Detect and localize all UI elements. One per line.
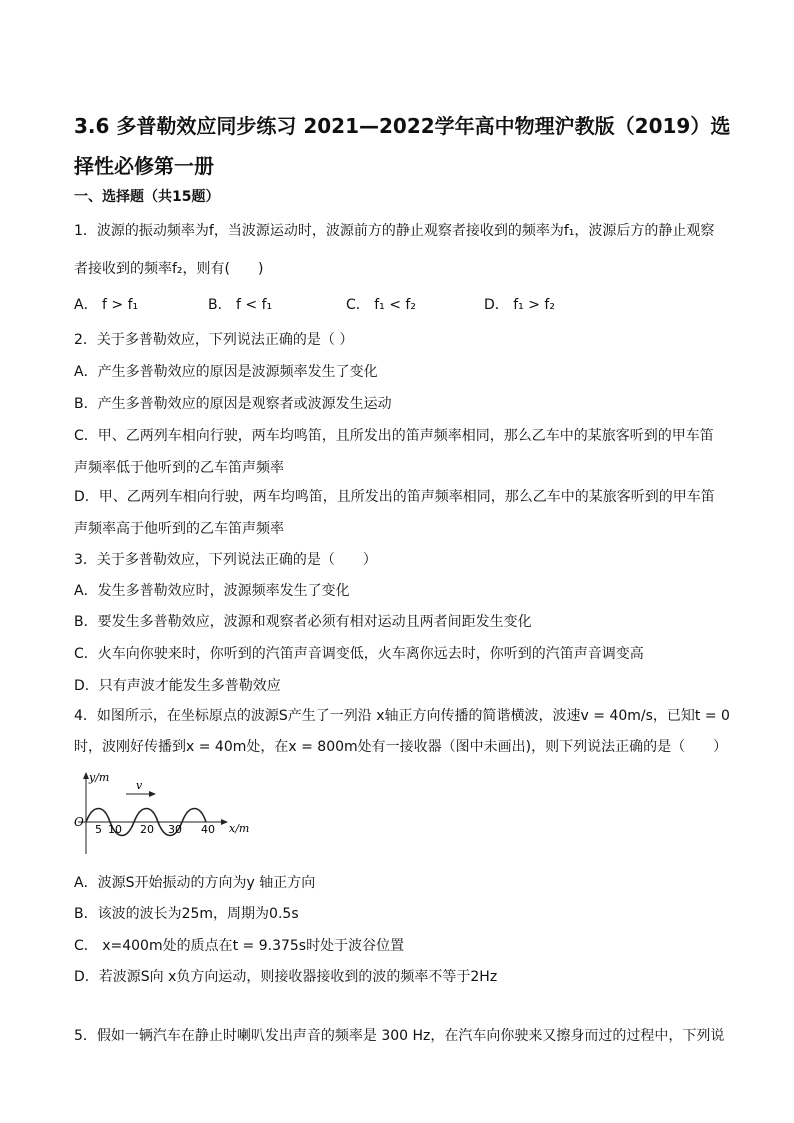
velocity-arrowhead (149, 791, 156, 797)
q3-option-d: D．只有声波才能发生多普勒效应 (74, 678, 281, 694)
q4-option-c: C． x=400m处的质点在t = 9.375s时处于波谷位置 (74, 938, 405, 954)
x-axis-label: x/m (229, 822, 250, 835)
q1-option-d: D． f₁ > f₂ (484, 297, 555, 313)
q1-stem-line2: 者接收到的频率f₂，则有( ) (74, 261, 264, 277)
q3-option-b: B．要发生多普勒效应，波源和观察者必须有相对运动且两者间距发生变化 (74, 614, 532, 630)
velocity-label: v (136, 779, 143, 792)
q5-stem-line1: 5．假如一辆汽车在静止时喇叭发出声音的频率是 300 Hz，在汽车向你驶来又擦身而过的过程中，下列说 (74, 1028, 725, 1044)
q3-option-c: C．火车向你驶来时，你听到的汽笛声音调变低，火车离你远去时，你听到的汽笛声音调变高 (74, 646, 644, 662)
q3-option-a: A．发生多普勒效应时，波源频率发生了变化 (74, 583, 350, 599)
q4-option-b: B．该波的波长为25m，周期为0.5s (74, 906, 299, 922)
tick-label: 40 (201, 823, 215, 836)
y-axis-label: y/m (89, 771, 110, 784)
q1-option-c: C． f₁ < f₂ (346, 297, 416, 313)
q4-stem-line2: 时，波刚好传播到x = 40m处，在x = 800m处有一接收器（图中未画出)，则下列说法正确的是（ ） (74, 739, 728, 755)
q2-option-a: A．产生多普勒效应的原因是波源频率发生了变化 (74, 364, 378, 380)
origin-label: O (74, 815, 84, 829)
q4-option-d: D．若波源S向 x负方向运动，则接收器接收到的波的频率不等于2Hz (74, 969, 498, 985)
q4-stem-line1: 4．如图所示，在坐标原点的波源S产生了一列沿 x轴正方向传播的简谐横波，波速v = 40m/s，已知t = 0 (74, 708, 730, 724)
q2-option-d-line2: 声频率高于他听到的乙车笛声频率 (74, 521, 284, 537)
tick-label: 20 (140, 823, 154, 836)
q1-stem-line1: 1．波源的振动频率为f，当波源运动时，波源前方的静止观察者接收到的频率为f₁，波源后方的静止观察 (74, 223, 715, 239)
q2-option-d-line1: D．甲、乙两列车相向行驶，两车均鸣笛，且所发出的笛声频率相同，那么乙车中的某旅客听到的甲车笛 (74, 489, 715, 505)
q2-stem: 2．关于多普勒效应，下列说法正确的是（ ） (74, 332, 354, 348)
page-title: 3.6 多普勒效应同步练习 2021—2022学年高中物理沪教版（2019）选择性必修第一册 (74, 114, 731, 178)
q2-option-b: B．产生多普勒效应的原因是观察者或波源发生运动 (74, 396, 392, 412)
q1-option-a: A． f > f₁ (74, 297, 139, 313)
q1-option-b: B． f < f₁ (208, 297, 273, 313)
tick-label: 30 (168, 823, 182, 836)
q4-option-a: A．波源S开始振动的方向为y 轴正方向 (74, 875, 316, 891)
q2-option-c-line1: C．甲、乙两列车相向行驶，两车均鸣笛，且所发出的笛声频率相同，那么乙车中的某旅客听到的甲车笛 (74, 428, 714, 444)
q3-stem: 3．关于多普勒效应，下列说法正确的是（ ） (74, 552, 377, 568)
tick-label: 5 (95, 823, 102, 836)
section-heading: 一、选择题（共15题） (74, 189, 220, 205)
tick-label: 10 (108, 823, 122, 836)
q2-option-c-line2: 声频率低于他听到的乙车笛声频率 (74, 460, 284, 476)
wave-graph (74, 770, 264, 856)
x-axis-arrow (221, 819, 228, 825)
